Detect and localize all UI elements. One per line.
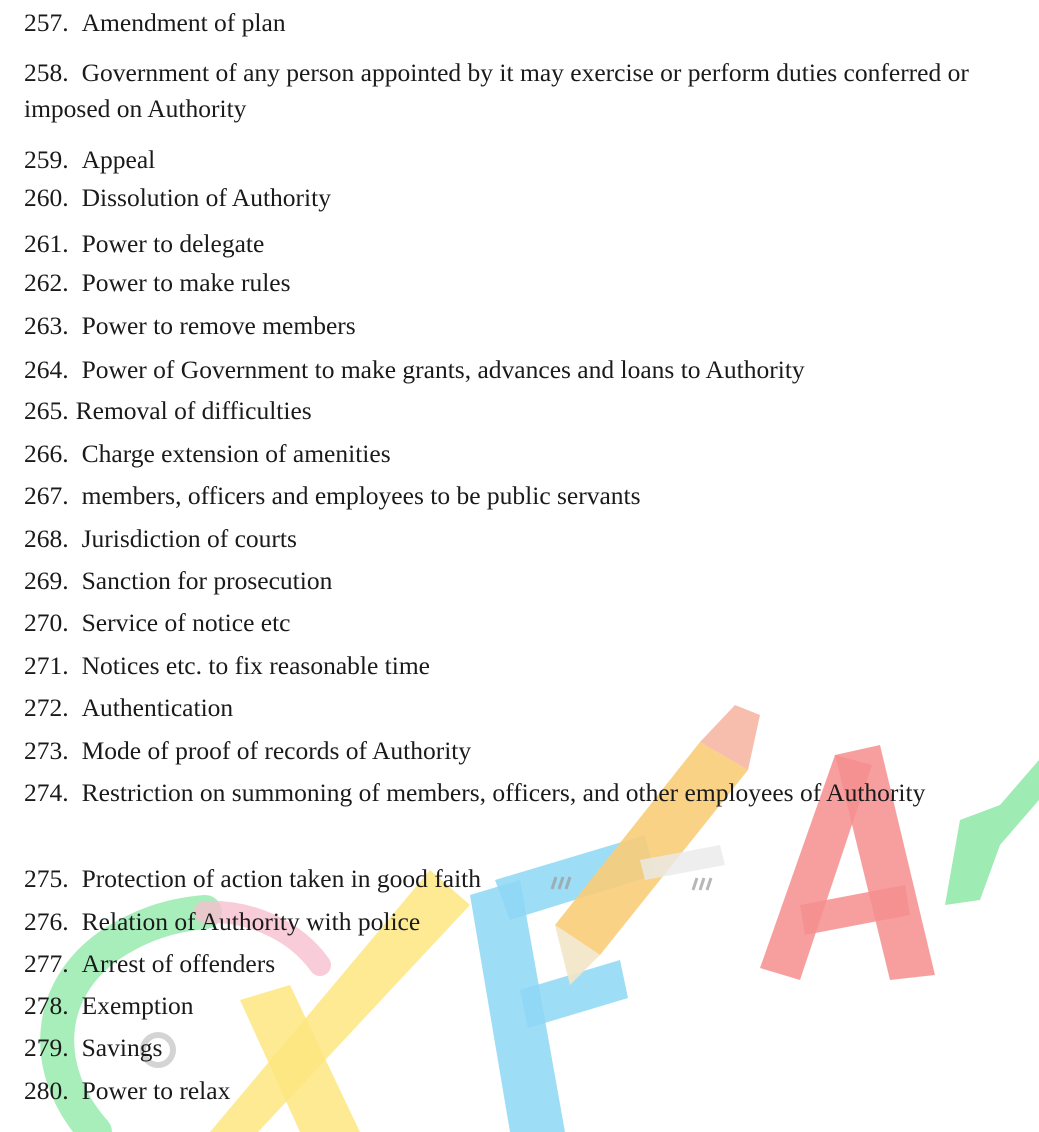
section-number: 268. — [24, 524, 69, 553]
list-item — [24, 436, 1029, 472]
section-number: 276. — [24, 907, 69, 936]
section-title: Exemption — [81, 991, 194, 1020]
list-item — [24, 648, 1029, 684]
section-number: 280. — [24, 1076, 69, 1105]
section-number: 267. — [24, 481, 69, 510]
section-number: 258. — [24, 58, 69, 87]
section-number: 270. — [24, 608, 69, 637]
section-title: Protection of action taken in good faith — [81, 864, 482, 893]
list-item — [24, 690, 1029, 726]
list-item — [24, 265, 1029, 301]
section-title: Removal of difficulties — [75, 396, 312, 425]
list-item — [0, 775, 1039, 811]
section-number: 261. — [24, 229, 69, 258]
section-title: Government of any person appointed by it may exercise or perform duties conferred or imposed on Authority — [24, 58, 969, 123]
section-title: Jurisdiction of courts — [81, 524, 297, 553]
list-item — [24, 733, 1029, 769]
section-number: 260. — [24, 183, 69, 212]
list-item — [24, 563, 1029, 599]
section-number: 257. — [24, 8, 69, 37]
list-item — [24, 1073, 1029, 1109]
section-title: Power to relax — [81, 1076, 231, 1105]
section-title: Notices etc. to fix reasonable time — [81, 651, 430, 680]
section-number: 275. — [24, 864, 69, 893]
section-number: 279. — [24, 1033, 69, 1062]
list-item — [24, 605, 1029, 641]
section-number: 262. — [24, 268, 69, 297]
section-title: Appeal — [81, 145, 156, 174]
section-number: 272. — [24, 693, 69, 722]
section-title: Restriction on summoning of members, officers, and other employees of Authority — [81, 778, 926, 807]
section-title: Authentication — [81, 693, 234, 722]
section-title: Charge extension of amenities — [81, 439, 391, 468]
section-title: Savings — [81, 1033, 163, 1062]
list-item — [24, 5, 1029, 41]
list-item — [24, 904, 1029, 940]
section-title: Service of notice etc — [81, 608, 291, 637]
section-title: Power to delegate — [81, 229, 265, 258]
section-number: 269. — [24, 566, 69, 595]
section-title: Power to make rules — [81, 268, 291, 297]
list-item — [24, 861, 1029, 897]
list-item — [24, 142, 1029, 178]
section-title: Power to remove members — [81, 311, 356, 340]
section-number: 265. — [24, 396, 69, 425]
section-number: 259. — [24, 145, 69, 174]
list-item — [24, 946, 1029, 982]
section-title: Amendment of plan — [81, 8, 286, 37]
list-item — [24, 521, 1029, 557]
list-item — [24, 226, 1029, 262]
section-number: 278. — [24, 991, 69, 1020]
section-title: Power of Government to make grants, advances and loans to Authority — [81, 355, 805, 384]
section-number: 277. — [24, 949, 69, 978]
list-item — [24, 352, 1029, 388]
list-item — [24, 393, 1029, 429]
section-number: 266. — [24, 439, 69, 468]
list-item — [24, 308, 1029, 344]
section-title: Sanction for prosecution — [81, 566, 333, 595]
list-item — [24, 988, 1029, 1024]
section-number: 273. — [24, 736, 69, 765]
list-item — [24, 478, 1029, 514]
section-title: Dissolution of Authority — [81, 183, 331, 212]
list-item — [24, 180, 1029, 216]
list-item — [0, 55, 1039, 127]
section-number: 271. — [24, 651, 69, 680]
section-title: Arrest of offenders — [81, 949, 276, 978]
section-title: Relation of Authority with police — [81, 907, 421, 936]
section-number: 264. — [24, 355, 69, 384]
section-number: 274. — [24, 778, 69, 807]
section-title: members, officers and employees to be public servants — [81, 481, 641, 510]
list-item — [24, 1030, 1029, 1066]
section-number: 263. — [24, 311, 69, 340]
section-title: Mode of proof of records of Authority — [81, 736, 472, 765]
